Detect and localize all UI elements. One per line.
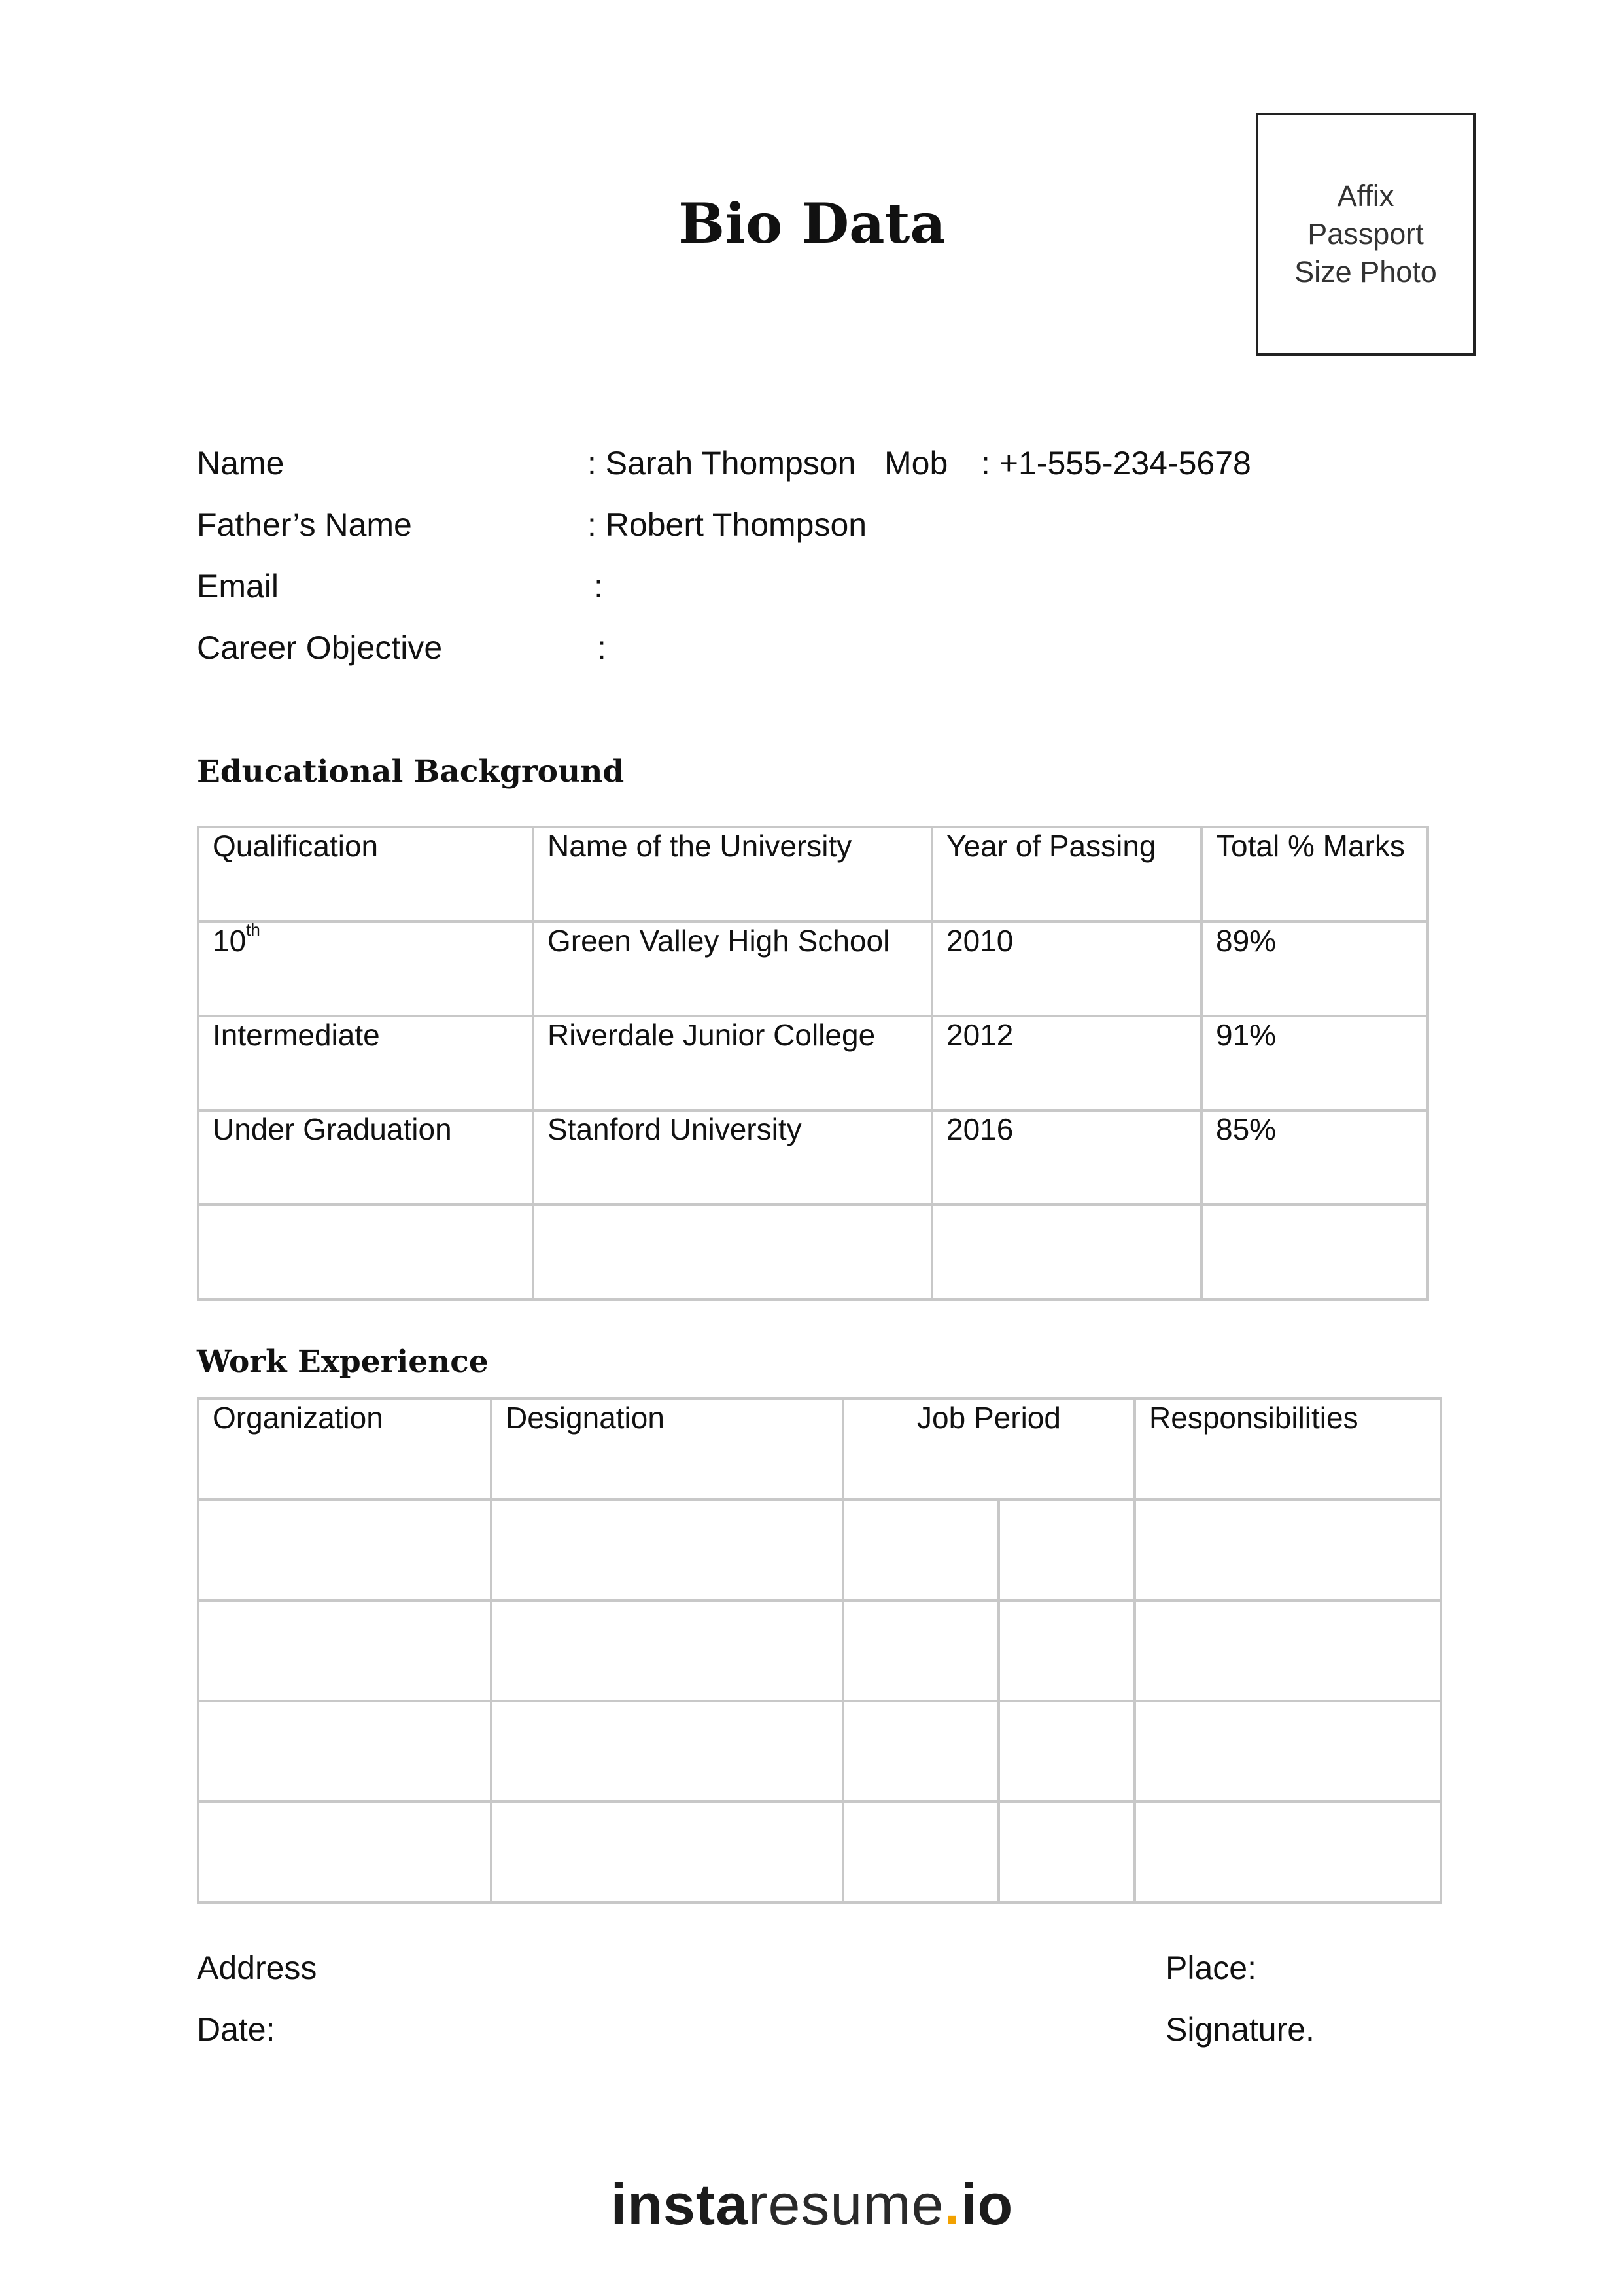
education-header-cell: Year of Passing — [932, 827, 1201, 922]
address-label: Address — [197, 1950, 317, 1986]
year-cell: 2012 — [932, 1016, 1201, 1110]
education-header-cell: Name of the University — [533, 827, 932, 922]
marks-cell: 91% — [1201, 1016, 1428, 1110]
logo-part-resume: resume — [748, 2172, 944, 2237]
photo-box-line-3: Size Photo — [1294, 255, 1437, 289]
logo-part-insta: insta — [610, 2172, 749, 2237]
career-objective-label: Career Objective — [197, 629, 443, 666]
responsibilities-cell — [1135, 1701, 1441, 1802]
period-from-cell — [843, 1600, 999, 1701]
passport-photo-box — [1256, 113, 1476, 356]
education-table — [197, 826, 1429, 1301]
year-cell: 2010 — [932, 922, 1201, 1016]
photo-box-line-1: Affix — [1337, 179, 1394, 213]
email-label: Email — [197, 568, 279, 604]
organization-cell — [198, 1499, 491, 1600]
designation-cell — [491, 1499, 843, 1600]
email-value: : — [594, 568, 603, 604]
period-to-cell — [999, 1499, 1135, 1600]
table-row — [198, 1499, 1441, 1600]
logo-dot: . — [944, 2172, 961, 2237]
logo-part-io: io — [961, 2172, 1014, 2237]
date-label: Date: — [197, 2011, 275, 2048]
mob-value: : +1-555-234-5678 — [981, 445, 1251, 482]
university-cell: Riverdale Junior College — [533, 1016, 932, 1110]
qualification-cell: Under Graduation — [198, 1110, 533, 1204]
qualification-cell: Intermediate — [198, 1016, 533, 1110]
education-heading: Educational Background — [197, 754, 625, 790]
year-cell: 2016 — [932, 1110, 1201, 1204]
university-cell — [533, 1204, 932, 1299]
organization-cell — [198, 1701, 491, 1802]
university-cell: Stanford University — [533, 1110, 932, 1204]
brand-logo — [0, 2172, 1624, 2237]
period-to-cell — [999, 1802, 1135, 1902]
table-row — [198, 1016, 1428, 1110]
period-to-cell — [999, 1600, 1135, 1701]
work-header-cell: Job Period — [843, 1399, 1135, 1499]
work-header-cell: Responsibilities — [1135, 1399, 1441, 1499]
period-from-cell — [843, 1802, 999, 1902]
organization-cell — [198, 1802, 491, 1902]
table-row — [198, 1600, 1441, 1701]
marks-cell: 85% — [1201, 1110, 1428, 1204]
table-row — [198, 1701, 1441, 1802]
responsibilities-cell — [1135, 1600, 1441, 1701]
designation-cell — [491, 1701, 843, 1802]
designation-cell — [491, 1600, 843, 1701]
qualification-cell: 10th — [198, 922, 533, 1016]
photo-box-line-2: Passport — [1307, 217, 1424, 251]
work-header-cell: Designation — [491, 1399, 843, 1499]
designation-cell — [491, 1802, 843, 1902]
signature-label: Signature. — [1166, 2011, 1315, 2048]
career-objective-value: : — [597, 629, 606, 666]
year-cell — [932, 1204, 1201, 1299]
place-label: Place: — [1166, 1950, 1256, 1986]
marks-cell — [1201, 1204, 1428, 1299]
period-from-cell — [843, 1701, 999, 1802]
table-row — [198, 922, 1428, 1016]
education-header-cell: Total % Marks — [1201, 827, 1428, 922]
work-experience-table — [197, 1397, 1442, 1904]
responsibilities-cell — [1135, 1499, 1441, 1600]
period-to-cell — [999, 1701, 1135, 1802]
qualification-cell — [198, 1204, 533, 1299]
work-header-row — [198, 1399, 1441, 1499]
marks-cell: 89% — [1201, 922, 1428, 1016]
responsibilities-cell — [1135, 1802, 1441, 1902]
father-name-value: : Robert Thompson — [587, 506, 867, 543]
table-row — [198, 1110, 1428, 1204]
period-from-cell — [843, 1499, 999, 1600]
page-title: Bio Data — [678, 191, 946, 256]
name-label: Name — [197, 445, 285, 482]
work-experience-heading: Work Experience — [197, 1344, 489, 1380]
work-header-cell: Organization — [198, 1399, 491, 1499]
education-header-cell: Qualification — [198, 827, 533, 922]
university-cell: Green Valley High School — [533, 922, 932, 1016]
mob-label: Mob — [884, 445, 948, 482]
father-name-label: Father’s Name — [197, 506, 412, 543]
table-row — [198, 1204, 1428, 1299]
education-header-row — [198, 827, 1428, 922]
name-value: : Sarah Thompson — [587, 445, 856, 482]
organization-cell — [198, 1600, 491, 1701]
table-row — [198, 1802, 1441, 1902]
